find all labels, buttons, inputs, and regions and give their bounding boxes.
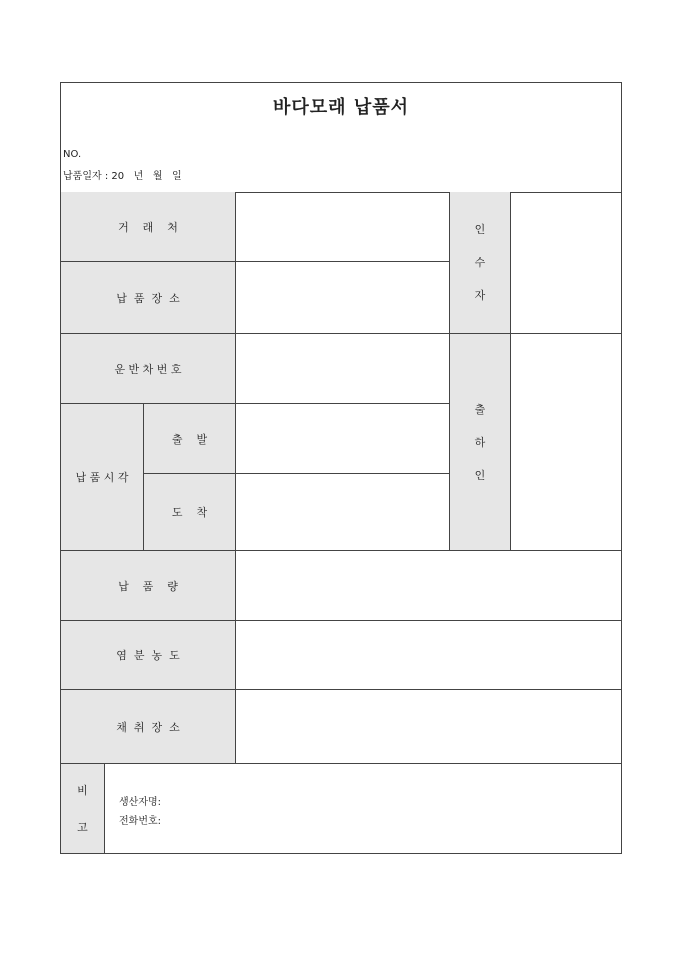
label-receiver-char-2: 수: [474, 256, 486, 269]
label-delivery-place-text: 납 품 장 소: [116, 291, 180, 305]
label-shipper-char-3: 인: [474, 468, 486, 482]
label-extraction-place: [61, 690, 236, 764]
field-delivery-place[interactable]: [236, 262, 450, 334]
label-arrival-text: 도 착: [171, 506, 208, 519]
label-arrival: [144, 474, 236, 551]
label-remarks-char-2: 고: [77, 820, 88, 834]
field-receiver-signature[interactable]: [511, 192, 622, 334]
label-delivery-time: [61, 404, 144, 551]
field-shipper-signature[interactable]: [511, 334, 622, 551]
label-receiver: [450, 192, 511, 334]
form-title: 바다모래 납품서: [273, 97, 409, 118]
label-delivery-time-text: 납 품 시 각: [75, 471, 129, 484]
label-departure-text: 출 발: [171, 432, 208, 446]
phone-number-label: 전화번호:: [119, 816, 162, 827]
label-remarks-char-1: 비: [77, 783, 88, 797]
label-departure: [144, 404, 236, 474]
producer-name-label: 생산자명:: [119, 797, 162, 808]
label-trade-partner: [61, 192, 236, 262]
label-vehicle-no-text: 운 반 차 번 호: [114, 362, 182, 376]
label-salt-concentration: [61, 621, 236, 690]
label-delivery-amount: [61, 551, 236, 621]
label-receiver-char-3: 자: [474, 289, 486, 302]
field-remarks[interactable]: [105, 764, 621, 853]
label-delivery-place: [61, 262, 236, 334]
label-shipper-char-2: 하: [474, 435, 486, 449]
label-shipper-char-1: 출: [474, 402, 486, 416]
field-vehicle-no[interactable]: [236, 334, 450, 404]
label-remarks: [61, 764, 105, 853]
remarks-notes: [119, 793, 161, 831]
label-vehicle-no: [61, 334, 236, 404]
field-trade-partner[interactable]: [236, 192, 450, 262]
label-delivery-amount-text: 납 품 량: [118, 579, 178, 593]
label-extraction-place-text: 채 취 장 소: [116, 720, 180, 734]
field-arrival-time[interactable]: [236, 474, 450, 551]
field-extraction-place[interactable]: [236, 690, 622, 764]
field-departure-time[interactable]: [236, 404, 450, 474]
label-salt-concentration-text: 염 분 농 도: [116, 649, 180, 662]
delivery-form: [60, 82, 622, 854]
field-delivery-amount[interactable]: [236, 551, 622, 621]
form-header: [61, 83, 621, 193]
label-shipper: [450, 334, 511, 551]
document-number-label: NO.: [63, 149, 82, 160]
label-trade-partner-text: 거 래 처: [118, 220, 178, 234]
delivery-date-line: 납품일자 : 20 년 월 일: [63, 171, 182, 182]
label-receiver-char-1: 인: [474, 223, 486, 236]
field-salt-concentration[interactable]: [236, 621, 622, 690]
